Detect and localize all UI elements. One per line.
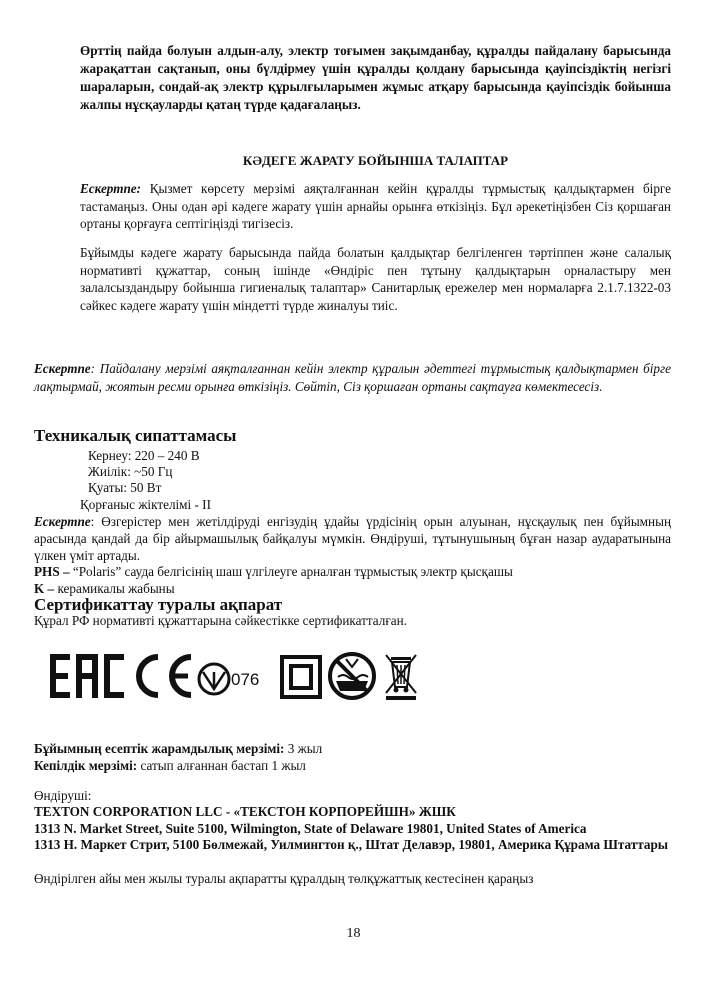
- disposal-heading: КӘДЕГЕ ЖАРАТУ БОЙЫНША ТАЛАПТАР: [242, 153, 509, 168]
- note-text: : Өзгерістер мен жетілдіруді енгізудің ұдайы үрдісінің орын алуынан, нұсқаулық пен бұйымның арасында қандай да бір айырмашылық байқалуы мүмкін. Өндіруші, тұтынушының бұған назар аударатынына үлкен үміт артады.: [34, 514, 671, 563]
- certification-logos: [34, 645, 454, 705]
- ce-mark-icon: [139, 657, 191, 695]
- disposal-note: [80, 180, 671, 233]
- note-label: Ескертпе:: [80, 181, 142, 196]
- service-life-label: Бұйымның есептік жарамдылық мерзімі:: [34, 741, 285, 756]
- note-text: Қызмет көрсету мерзімі аяқталғаннан кейін құралды тұрмыстық қалдықтармен бірге тастамаңыз. Оны одан әрі кәдеге жарату үшін арнайы орынға өткізіңіз. Бұл әрекетіңізбен Сіз қоршаған ортаны қорғауға септігіңізді тигізесіз.: [80, 181, 671, 231]
- note-label: Ескертпе: [34, 361, 91, 376]
- certification-text: Құрал РФ нормативті құжаттарына сәйкестікке сертификатталған.: [34, 613, 407, 628]
- svg-text:076: 076: [231, 670, 260, 689]
- weee-bin-icon: [386, 655, 416, 700]
- page-number: 18: [346, 926, 361, 941]
- manufacturer-label: Өндіруші:: [34, 788, 92, 803]
- warranty-period: [34, 757, 306, 774]
- spec-voltage: Кернеу: 220 – 240 В: [88, 448, 200, 463]
- service-life: [34, 740, 322, 757]
- spec-power: Қуаты: 50 Вт: [88, 480, 162, 495]
- safety-intro: Өрттің пайда болуын алдын-алу, электр тоғымен зақымданбау, құралды пайдалану барысында жарақаттан сақтанып, оны бүлдірмеу үшін құралды қолдану барысында қауіпсіздіктің негізгі шараларын, сондай-ақ электр құрылғыларымен жұмыс атқару барысында қауіпсіздік бойынша жалпы нұсқауларды қатаң түрде қадағалаңыз.: [80, 43, 671, 112]
- no-water-use-icon: [330, 654, 374, 698]
- spec-frequency: Жиілік: ~50 Гц: [88, 464, 173, 479]
- k-text: керамикалы жабыны: [57, 581, 175, 596]
- certification-heading: Сертификаттау туралы ақпарат: [34, 595, 283, 614]
- eac-mark-icon: [50, 654, 124, 698]
- k-label: K –: [34, 581, 58, 596]
- service-life-value: 3 жыл: [284, 741, 323, 756]
- conformity-mark-icon: [199, 664, 259, 694]
- changes-note: [34, 513, 671, 564]
- production-date-info: Өндірілген айы мен жылы туралы ақпаратты құралдың төлқұжаттық кестесінен қараңыз: [34, 871, 534, 886]
- note-label: Ескертпе: [34, 514, 91, 529]
- phs-text: “Polaris” сауда белгісінің шаш үлгілеуге арналған тұрмыстық электр қысқашы: [72, 564, 513, 579]
- manufacturer-name: TEXTON CORPORATION LLC - «ТЕКСТОН КОРПОРЕЙШН» ЖШК: [34, 804, 456, 819]
- tech-specs-heading: Техникалық сипаттамасы: [34, 426, 237, 445]
- spec-protection-class: Қорғаныс жіктелімі - II: [80, 497, 211, 512]
- manufacturer-address-kk: 1313 Н. Маркет Стрит, 5100 Бөлмежай, Уилмингтон қ., Штат Делавэр, 19801, Америка Құрама Штаттары: [34, 837, 669, 852]
- end-of-life-note: [34, 360, 671, 395]
- phs-label: PHS –: [34, 564, 73, 579]
- warranty-value: сатып алғаннан бастап 1 жыл: [137, 758, 306, 773]
- disposal-body: Бұйымды кәдеге жарату барысында пайда болатын қалдықтар белгіленген тәртіппен және салалық нормативті құжаттар, соның ішінде «Өндіріс пен тұтыну қалдықтарын орналастыру мен залалсыздандыру бойынша гигиеналық талаптар» Санитарлық ережелер мен нормаларға 2.1.7.1322-03 сәйкес кәдеге жарату үшін міндетті түрде жиналуы тиіс.: [80, 245, 671, 313]
- manufacturer-address-en: 1313 N. Market Street, Suite 5100, Wilmington, State of Delaware 19801, United States of America: [34, 821, 587, 836]
- phs-definition: [34, 563, 513, 580]
- warranty-label: Кепілдік мерзімі:: [34, 758, 138, 773]
- note-text: : Пайдалану мерзімі аяқталғаннан кейін электр құралын әдеттегі тұрмыстық қалдықтармен бірге лақтырмай, жоятын ресми орынға өткізіңіз. Сөйтіп, Сіз қоршаған ортаны сақтауға көмектесесіз.: [34, 361, 671, 394]
- class-ii-icon: [282, 657, 320, 697]
